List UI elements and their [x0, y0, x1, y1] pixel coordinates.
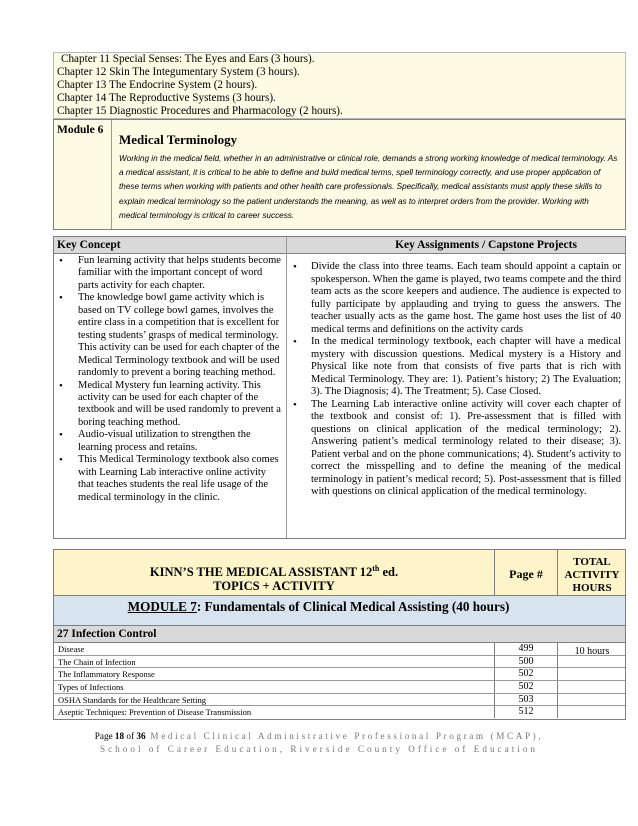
module-title: Medical Terminology [119, 132, 238, 147]
module-6-block [53, 119, 626, 230]
topics-table-header [54, 550, 625, 596]
table-title: KINN’S THE MEDICAL ASSISTANT 12th ed. [149, 564, 399, 580]
table-row: Disease 499 [54, 643, 625, 656]
table-row: The Inflammatory Response 502 [54, 668, 625, 681]
concept-item: • This Medical Terminology textbook also comes with Learning Lab interactive online activity that teaches students the real life usage of the medical terminology in the clinic. [54, 454, 282, 504]
key-concept-heading: Key Concept [57, 239, 121, 251]
table-subtitle: TOPICS + ACTIVITY [213, 579, 335, 593]
table-row: Types of Infections 502 [54, 681, 625, 694]
key-assignments-heading: Key Assignments / Capstone Projects [395, 239, 577, 251]
assignment-list [287, 261, 625, 499]
footer-line-1: Page 18 of 36 Medical Clinical Administrative Professional Program (MCAP), [94, 731, 544, 741]
concept-list [54, 253, 286, 504]
chapter-line: Chapter 15 Diagnostic Procedures and Pharmacology (2 hours). [57, 105, 343, 117]
module-label: Module 6 [54, 120, 112, 229]
concept-item: • Fun learning activity that helps students become familiar with the important concept of word parts activity for each chapter. [54, 255, 282, 292]
topics-table [53, 549, 626, 720]
key-concept-body [53, 253, 626, 539]
module-7-title: MODULE 7: Fundamentals of Clinical Medical Assisting (40 hours) [54, 596, 625, 626]
assignment-item: • In the medical terminology textbook, each chapter will have a medical mystery with discussion questions. Medical mystery is a History and Physical like note from that consists of five parts that is rich with Medical Terminology. They are: 1). Patient’s history; 2) The Evaluation; 3). The Diagnosis; 4). The Treatment; 5). Case Closed. [287, 336, 625, 399]
chapter-list [53, 52, 626, 119]
page-column-header: Page # [494, 550, 558, 595]
assignment-item: • The Learning Lab interactive online activity will cover each chapter of the textbook and consist of: 1). Pre-assessment that is filled with questions on clinical application of the medical terminology; 2). Answering patient’s medical terminology related to their disease; 3). Patient verbal and on the phone communications; 4). Student’s activity to correct the misspelling and to define the meaning of the medical terminology in patient’s medical record; 5). Post-assessment that is filled with questions on clinical application of the medical terminology. [287, 399, 625, 499]
assignment-item: • Divide the class into three teams. Each team should appoint a captain or spokesperson. When the game is played, two teams compete and the third team acts as the score keepers and audience. The audience is expected to fully participate by applauding and trying to guess the answers. The teacher usually acts as the game host. The game host uses the list of 40 medical terms and definitions on the activity cards [287, 261, 625, 336]
module-description: Working in the medical field, whether in an administrative or clinical role, demands a strong working knowledge of medical terminology. As a medical assistant, it is critical to be able to define and build medical terms, spell terminology correctly, and use proper application of these terms when working with patients and other health care professionals. Specifically, medical assistants must apply these skills to explain medical terminology so the patient understands the meaning, as well as to interpret orders from the provider. Working with medical terminology is critical to career success. [119, 154, 618, 220]
chapter-line: Chapter 14 The Reproductive Systems (3 hours). [57, 92, 276, 104]
footer-line-2: School of Career Education, Riverside County Office of Education [99, 744, 539, 754]
activity-hours: 10 hours [574, 646, 610, 657]
topic-rows [54, 643, 625, 719]
chapter-line: Chapter 11 Special Senses: The Eyes and Ears (3 hours). [61, 53, 315, 65]
concept-item: • The knowledge bowl game activity which is based on TV college bowl games, involves the entire class in a competition that is excellent for testing students’ grasps of medical terminology. This activity can be used for each chapter of the Medical Terminology textbook and will be used randomly to prevent a boring teaching method. [54, 292, 282, 379]
total-hours-header: TOTAL ACTIVITY HOURS [564, 556, 620, 594]
section-heading: 27 Infection Control [54, 626, 625, 643]
table-row: Aseptic Techniques: Prevention of Disease Transmission 512 [54, 706, 625, 719]
chapter-line: Chapter 12 Skin The Integumentary System (3 hours). [57, 66, 300, 78]
page-footer [0, 730, 638, 756]
table-row: The Chain of Infection 500 [54, 656, 625, 669]
concept-item: • Medical Mystery fun learning activity. This activity can be used for each chapter of the textbook and will be used randomly to prevent a boring teaching method. [54, 380, 282, 430]
concept-item: • Audio-visual utilization to strengthen the learning process and retains. [54, 429, 282, 454]
key-concept-header [53, 236, 626, 254]
chapter-line: Chapter 13 The Endocrine System (2 hours). [57, 79, 258, 91]
table-row: OSHA Standards for the Healthcare Setting 503 [54, 694, 625, 707]
